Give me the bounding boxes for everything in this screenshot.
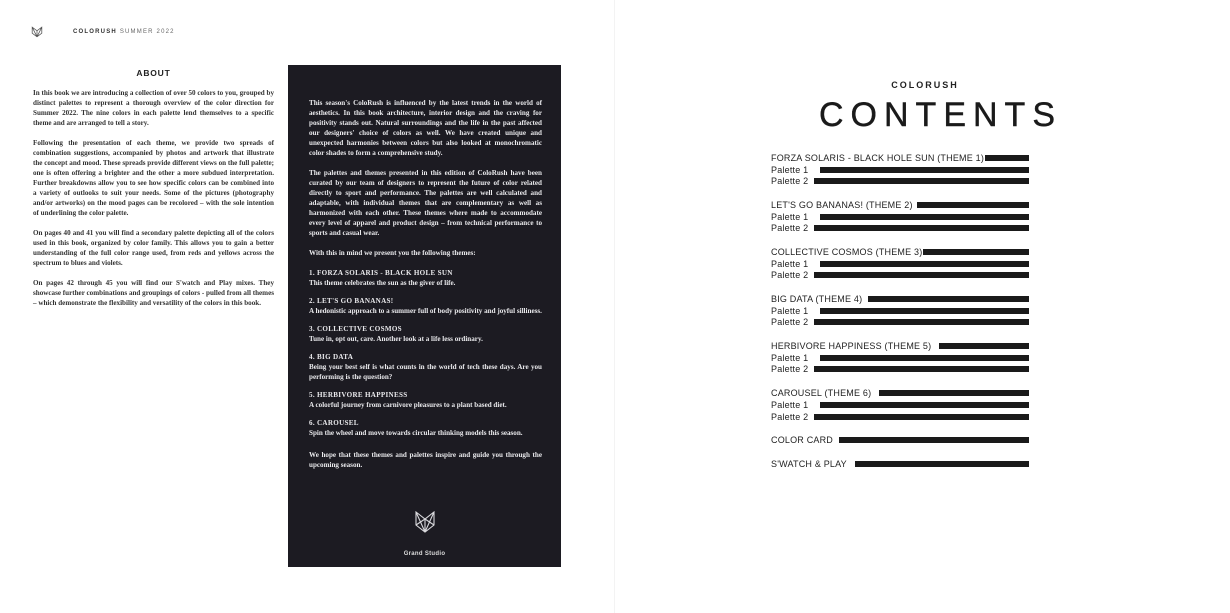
toc-leader-bar (820, 308, 1029, 314)
toc-label: Palette 1 (771, 164, 809, 175)
toc-entry-swatch-play[interactable] (771, 458, 1029, 470)
theme-description: Being your best self is what counts in the world of tech these days. Are you performing is the question? (309, 363, 542, 381)
toc-entry-palette[interactable] (771, 164, 1029, 176)
toc-leader-bar (814, 366, 1029, 372)
intro-panel (288, 65, 561, 567)
theme-item (309, 296, 542, 316)
toc-leader-bar (879, 390, 1029, 396)
theme-item (309, 324, 542, 344)
toc-label: COLLECTIVE COSMOS (THEME 3) (771, 246, 923, 257)
theme-item (309, 352, 542, 382)
toc-theme-group (771, 246, 1029, 281)
contents-page (771, 80, 1062, 482)
toc-entry-color-card[interactable] (771, 434, 1029, 446)
theme-item (309, 390, 542, 410)
toc-label: Palette 2 (771, 411, 809, 422)
panel-footer (288, 510, 561, 557)
toc-label: Palette 2 (771, 176, 809, 187)
theme-description: Spin the wheel and move towards circular thinking models this season. (309, 429, 523, 437)
toc-theme-group (771, 293, 1029, 328)
theme-title: 5. HERBIVORE HAPPINESS (309, 391, 408, 399)
toc-entry-palette[interactable] (771, 317, 1029, 329)
theme-description: Tune in, opt out, care. Another look at a life less ordinary. (309, 335, 483, 343)
about-heading: ABOUT (136, 68, 171, 78)
toc-leader-bar (814, 178, 1029, 184)
toc-theme-group (771, 199, 1029, 234)
toc-leader-bar (814, 414, 1029, 420)
toc-theme-group (771, 387, 1029, 422)
toc-label: FORZA SOLARIS - BLACK HOLE SUN (THEME 1) (771, 152, 985, 163)
toc-leader-bar (814, 225, 1029, 231)
toc-label: COLOR CARD (771, 435, 834, 446)
toc-label: LET'S GO BANANAS! (THEME 2) (771, 199, 913, 210)
theme-title: 6. CAROUSEL (309, 419, 359, 427)
fox-logo-icon (31, 26, 43, 38)
toc-leader-bar (814, 272, 1029, 278)
toc-label: Palette 1 (771, 352, 809, 363)
closing-paragraph: We hope that these themes and palettes inspire and guide you through the upcoming season. (309, 451, 542, 469)
about-paragraph: On pages 42 through 45 you will find our S'watch and Play mixes. They showcase further combinations and groupings of colors - pulled from all themes – which demonstrate the flexibility and versatility of the colors in this book. (33, 279, 274, 307)
toc-entry-palette[interactable] (771, 270, 1029, 282)
toc-leader-bar (839, 437, 1029, 443)
theme-description: This theme celebrates the sun as the giver of life. (309, 279, 456, 287)
toc-entry-palette[interactable] (771, 364, 1029, 376)
toc-label: Palette 1 (771, 258, 809, 269)
toc-label: Palette 1 (771, 211, 809, 222)
theme-title: 4. BIG DATA (309, 353, 354, 361)
toc-leader-bar (820, 214, 1029, 220)
toc-entry-theme-1[interactable] (771, 152, 1029, 164)
toc-leader-bar (820, 167, 1029, 173)
toc-leader-bar (855, 461, 1029, 467)
studio-name: Grand Studio (403, 551, 446, 557)
contents-title: CONTENTS (819, 96, 1062, 134)
about-section (33, 68, 274, 318)
toc-entry-palette[interactable] (771, 175, 1029, 187)
toc-entry-palette[interactable] (771, 222, 1029, 234)
toc-leader-bar (985, 155, 1029, 161)
toc-leader-bar (923, 249, 1029, 255)
toc-leader-bar (820, 261, 1029, 267)
toc-entry-theme-2[interactable] (771, 199, 1029, 211)
toc-label: Palette 1 (771, 305, 809, 316)
toc-entry-theme-5[interactable] (771, 340, 1029, 352)
intro-paragraph: With this in mind we present you the following themes: (309, 249, 476, 257)
toc-leader-bar (814, 319, 1029, 325)
toc-label: BIG DATA (THEME 4) (771, 294, 863, 305)
toc-leader-bar (820, 355, 1029, 361)
theme-description: A hedonistic approach to a summer full of body positivity and joyful silliness. (309, 307, 542, 315)
header-edition: SUMMER 2022 (119, 29, 175, 35)
toc-label: Palette 1 (771, 399, 809, 410)
header-title (73, 29, 175, 35)
toc-entry-palette[interactable] (771, 411, 1029, 423)
toc-label: Palette 2 (771, 317, 809, 328)
intro-paragraph: This season's ColoRush is influenced by the latest trends in the world of aesthetics. In this book architecture, interior design and the craving for positivity stands out. Natural surroundings and the life in the past affected our designers' choice of colors as well. We have created unique and unexpected harmonies between colors but also looked at monochromatic color shades to form a comprehensive study. (309, 99, 542, 157)
running-header (31, 26, 175, 38)
toc-entry-palette[interactable] (771, 211, 1029, 223)
toc-theme-group (771, 340, 1029, 375)
toc-label: Palette 2 (771, 364, 809, 375)
toc-entry-palette[interactable] (771, 305, 1029, 317)
toc-entry-palette[interactable] (771, 352, 1029, 364)
theme-title: 3. COLLECTIVE COSMOS (309, 325, 402, 333)
toc-theme-group (771, 152, 1029, 187)
theme-item (309, 268, 542, 288)
fox-logo-icon (414, 510, 436, 534)
theme-description: A colorful journey from carnivore pleasures to a plant based diet. (309, 401, 507, 409)
toc-label: Palette 2 (771, 270, 809, 281)
toc-leader-bar (868, 296, 1029, 302)
toc-label: S'WATCH & PLAY (771, 458, 847, 469)
toc-leader-bar (939, 343, 1029, 349)
toc-label: HERBIVORE HAPPINESS (THEME 5) (771, 341, 932, 352)
table-of-contents (771, 152, 1029, 470)
toc-leader-bar (820, 402, 1029, 408)
contents-brand: COLORUSH (891, 80, 959, 90)
theme-item (309, 418, 542, 438)
toc-entry-theme-3[interactable] (771, 246, 1029, 258)
about-paragraph: In this book we are introducing a collection of over 50 colors to you, grouped by distinct palettes to represent a thorough overview of the color direction for Summer 2022. The nine colors in each palette lend themselves to a specific theme and are arranged to tell a story. (33, 89, 274, 127)
about-paragraph: On pages 40 and 41 you will find a secondary palette depicting all of the colors used in this book, organized by color family. This allows you to gain a better understanding of the full color range used, from reds and yellows across the spectrum to blues and violets. (33, 229, 274, 267)
page-spread-divider (614, 0, 615, 613)
toc-entry-theme-4[interactable] (771, 293, 1029, 305)
toc-entry-theme-6[interactable] (771, 387, 1029, 399)
toc-entry-palette[interactable] (771, 399, 1029, 411)
intro-paragraph: The palettes and themes presented in this edition of ColoRush have been curated by our team of designers to represent the future of color related directly to sport and performance. The palettes are well calculated and adaptable, with individual themes that are complementary as well as harmonized with each other. These themes where made to accommodate every level of apparel and product design – from technical performance to sports and casual wear. (309, 169, 542, 237)
toc-leader-bar (917, 202, 1029, 208)
theme-title: 1. FORZA SOLARIS - BLACK HOLE SUN (309, 269, 453, 277)
toc-entry-palette[interactable] (771, 258, 1029, 270)
toc-label: Palette 2 (771, 223, 809, 234)
about-paragraph: Following the presentation of each theme, we provide two spreads of combination suggestions, accompanied by photos and artwork that illustrate the concept and mood. These spreads provide different views on the full palette; one is often offering a brighter and the other a more subdued interpretation. Further breakdowns allow you to see how specific colors can be combined into a variety of outlooks to suit your needs. Some of the pictures (photography and/or artworks) on the mood pages can be recolored – with the sole intention of underlining the color palette. (33, 139, 274, 217)
theme-title: 2. LET'S GO BANANAS! (309, 297, 394, 305)
toc-label: CAROUSEL (THEME 6) (771, 388, 872, 399)
header-brand: COLORUSH (73, 29, 117, 35)
